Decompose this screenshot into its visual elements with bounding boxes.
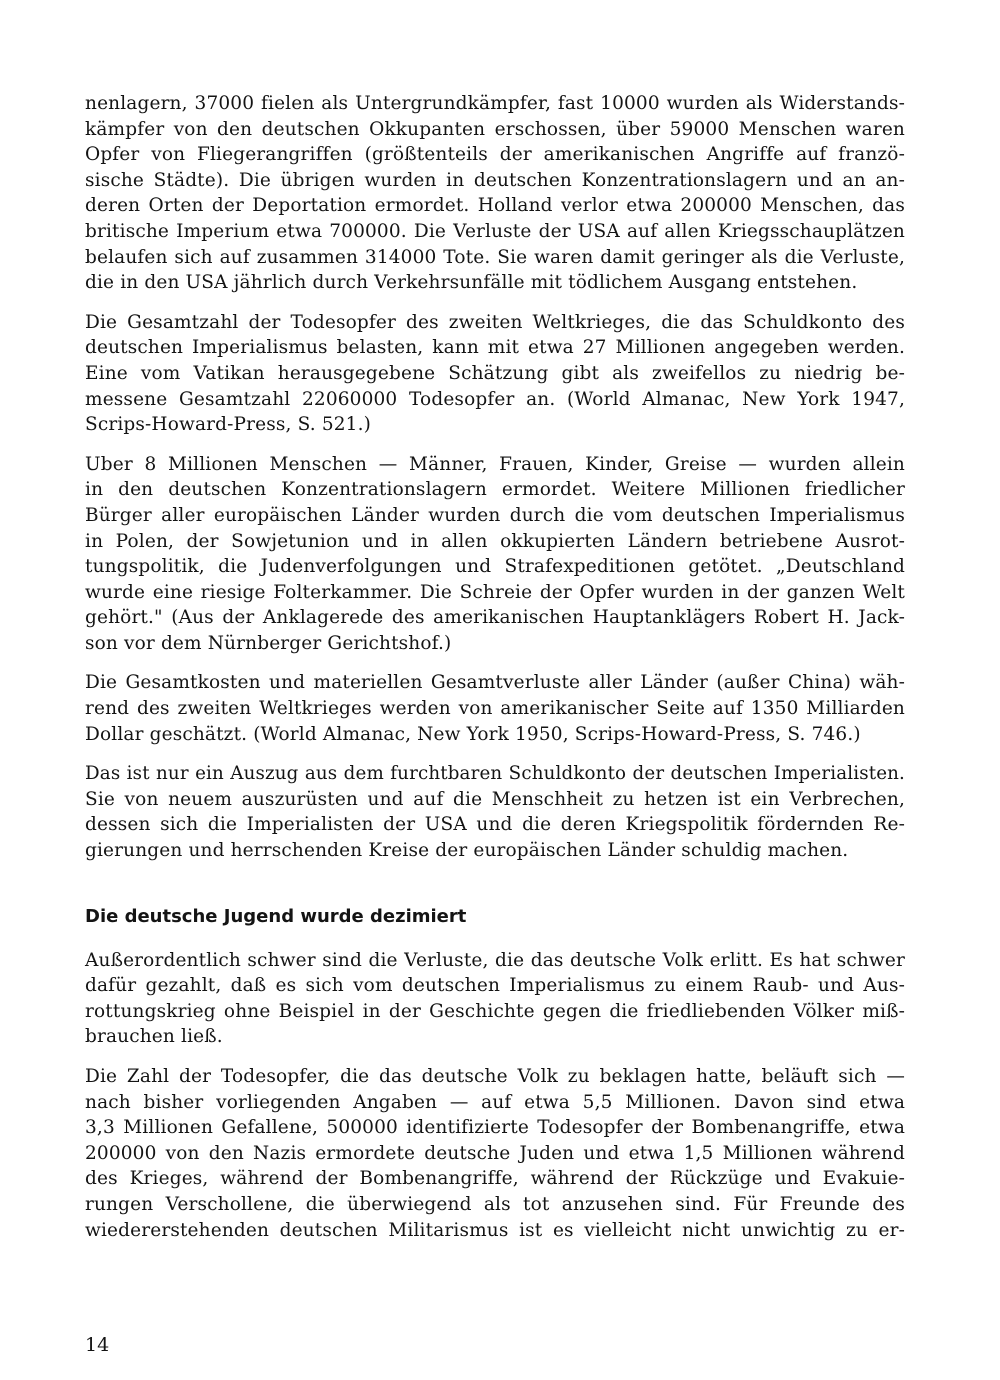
text-line: Opfer von Fliegerangriffen (größtenteils der amerikanischen Angriffe auf franzö-	[85, 144, 905, 166]
text-line: 3,3 Millionen Gefallene, 500000 identifizierte Todesopfer der Bombenangriffe, etwa	[85, 1117, 905, 1139]
text-line: nach bisher vorliegenden Angaben — auf etwa 5,5 Millionen. Davon sind etwa	[85, 1091, 905, 1113]
text-line: sische Städte). Die übrigen wurden in deutschen Konzentrationslagern und an an-	[85, 169, 905, 191]
paragraph	[85, 310, 905, 438]
text-line: wurde eine riesige Folterkammer. Die Schreie der Opfer wurden in der ganzen Welt	[85, 581, 905, 603]
page-body	[85, 91, 905, 1257]
text-line: des Krieges, während der Bombenangriffe, während der Rückzüge und Evakuie-	[85, 1168, 905, 1190]
text-line: dessen sich die Imperialisten der USA und die deren Kriegspolitik fördernden Re-	[85, 814, 905, 836]
text-line: son vor dem Nürnberger Gerichtshof.)	[85, 632, 452, 654]
paragraph	[85, 1064, 905, 1243]
text-line: belaufen sich auf zusammen 314000 Tote. Sie waren damit geringer als die Verluste,	[85, 246, 905, 268]
text-line: 200000 von den Nazis ermordete deutsche Juden und etwa 1,5 Millionen während	[85, 1142, 905, 1164]
text-line: nenlagern, 37000 fielen als Untergrundkämpfer, fast 10000 wurden als Widerstands-	[85, 93, 905, 114]
text-line: Sie von neuem auszurüsten und auf die Menschheit zu hetzen ist ein Verbrechen,	[85, 788, 905, 810]
text-line: wiedererstehenden deutschen Militarismus ist es vielleicht nicht unwichtig zu er-	[85, 1219, 905, 1241]
text-line: rend des zweiten Weltkrieges werden von amerikanischer Seite auf 1350 Milliarden	[85, 698, 905, 720]
text-line: Die Zahl der Todesopfer, die das deutsche Volk zu beklagen hatte, beläuft sich —	[85, 1066, 905, 1087]
text-line: Außerordentlich schwer sind die Verluste, die das deutsche Volk erlitt. Es hat schwer	[85, 949, 905, 971]
paragraph	[85, 452, 905, 657]
section-heading: Die deutsche Jugend wurde dezimiert	[85, 905, 467, 927]
text-line: rottungskrieg ohne Beispiel in der Geschichte gegen die friedliebenden Völker miß-	[85, 1000, 905, 1022]
text-section-top	[85, 91, 905, 864]
text-line: Die Gesamtkosten und materiellen Gesamtverluste aller Länder (außer China) wäh-	[85, 672, 905, 694]
paragraph	[85, 948, 905, 1050]
paragraph	[85, 670, 905, 747]
text-line: gehört." (Aus der Anklagerede des amerikanischen Hauptanklägers Robert H. Jack-	[85, 607, 905, 629]
page-number: 14	[85, 1334, 110, 1356]
text-line: in den deutschen Konzentrationslagern ermordet. Weitere Millionen friedlicher	[85, 479, 905, 501]
text-line: britische Imperium etwa 700000. Die Verluste der USA auf allen Kriegsschauplätzen	[85, 220, 905, 242]
text-line: brauchen ließ.	[85, 1026, 223, 1048]
text-line: deren Orten der Deportation ermordet. Holland verlor etwa 200000 Menschen, das	[85, 195, 905, 217]
paragraph	[85, 91, 905, 296]
text-line: Dollar geschätzt. (World Almanac, New York 1950, Scrips-Howard-Press, S. 746.)	[85, 723, 861, 745]
text-line: Uber 8 Millionen Menschen — Männer, Frauen, Kinder, Greise — wurden allein	[85, 453, 905, 475]
text-line: Eine vom Vatikan herausgegebene Schätzung gibt als zweifellos zu niedrig be-	[85, 362, 905, 384]
text-line: kämpfer von den deutschen Okkupanten erschossen, über 59000 Menschen waren	[85, 118, 905, 140]
paragraph	[85, 761, 905, 863]
text-line: tungspolitik, die Judenverfolgungen und Strafexpeditionen getötet. „Deutschland	[85, 556, 905, 578]
text-line: die in den USA jährlich durch Verkehrsunfälle mit tödlichem Ausgang entstehen.	[85, 272, 858, 294]
text-line: dafür gezahlt, daß es sich vom deutschen Imperialismus zu einem Raub- und Aus-	[85, 975, 905, 997]
text-line: Bürger aller europäischen Länder wurden durch die vom deutschen Imperialismus	[85, 504, 905, 526]
text-line: rungen Verschollene, die überwiegend als tot anzusehen sind. Für Freunde des	[85, 1193, 905, 1215]
text-line: gierungen und herrschenden Kreise der europäischen Länder schuldig machen.	[85, 840, 849, 862]
text-line: Die Gesamtzahl der Todesopfer des zweiten Weltkrieges, die das Schuldkonto des	[85, 311, 905, 333]
text-line: Scrips-Howard-Press, S. 521.)	[85, 414, 371, 436]
text-line: deutschen Imperialismus belasten, kann mit etwa 27 Millionen angegeben werden.	[85, 337, 905, 359]
text-line: in Polen, der Sowjetunion und in allen okkupierten Ländern betriebene Ausrot-	[85, 530, 905, 552]
text-line: Das ist nur ein Auszug aus dem furchtbaren Schuldkonto der deutschen Imperialisten.	[85, 763, 905, 785]
text-section-bottom	[85, 948, 905, 1244]
text-line: messene Gesamtzahl 22060000 Todesopfer an. (World Almanac, New York 1947,	[85, 388, 905, 410]
